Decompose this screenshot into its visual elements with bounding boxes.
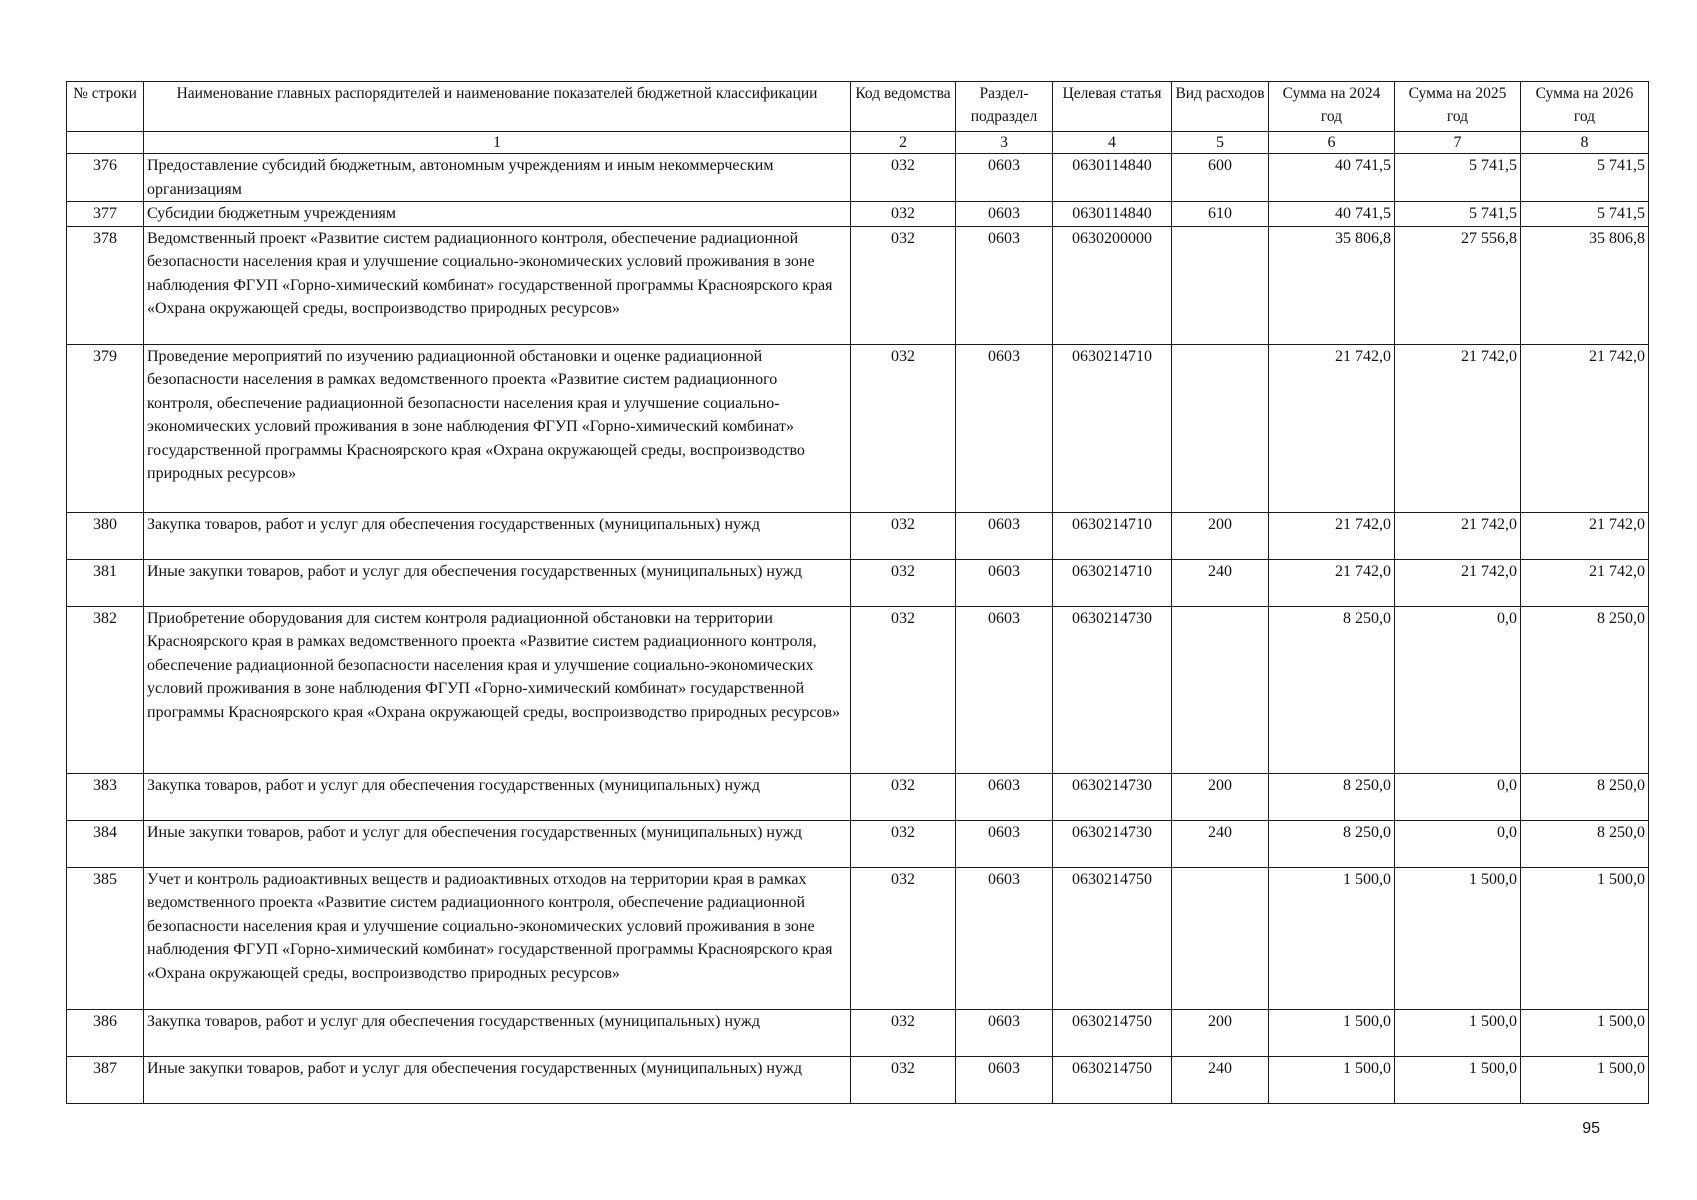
row-sum-2026: 21 742,0: [1521, 512, 1649, 559]
row-number: 378: [67, 226, 144, 344]
row-sum-2024: 1 500,0: [1269, 867, 1395, 1009]
row-section: 0603: [956, 344, 1053, 512]
row-sum-2024: 1 500,0: [1269, 1056, 1395, 1103]
row-target: 0630214730: [1053, 606, 1172, 773]
row-sum-2025: 21 742,0: [1395, 512, 1521, 559]
column-number: 3: [956, 132, 1053, 154]
row-dept-code: 032: [851, 226, 956, 344]
row-sum-2026: 8 250,0: [1521, 606, 1649, 773]
column-number: 4: [1053, 132, 1172, 154]
row-target: 0630214730: [1053, 773, 1172, 820]
header-sum-2026: Сумма на 2026 год: [1521, 82, 1649, 132]
row-sum-2026: 5 741,5: [1521, 202, 1649, 227]
row-sum-2024: 8 250,0: [1269, 773, 1395, 820]
row-dept-code: 032: [851, 512, 956, 559]
row-exp-type: 600: [1172, 154, 1269, 202]
row-sum-2024: 1 500,0: [1269, 1009, 1395, 1056]
row-target: 0630214750: [1053, 1056, 1172, 1103]
row-name: Закупка товаров, работ и услуг для обеспечения государственных (муниципальных) нужд: [144, 512, 851, 559]
header-target: Целевая статья: [1053, 82, 1172, 132]
row-sum-2026: 35 806,8: [1521, 226, 1649, 344]
row-name: Проведение мероприятий по изучению радиационной обстановки и оценке радиационной безопасности населения в рамках ведомственного проекта «Развитие систем радиационного контроля, обеспечение радиационной безопасности населения края и улучшение социально-экономических условий проживания в зоне наблюдения ФГУП «Горно-химический комбинат» государственной программы Красноярского края «Охрана окружающей среды, воспроизводство природных ресурсов»: [144, 344, 851, 512]
column-number: 8: [1521, 132, 1649, 154]
row-sum-2026: 21 742,0: [1521, 559, 1649, 606]
row-dept-code: 032: [851, 344, 956, 512]
row-number: 386: [67, 1009, 144, 1056]
row-number: 377: [67, 202, 144, 227]
header-row-no: № строки: [67, 82, 144, 132]
row-exp-type: [1172, 606, 1269, 773]
row-sum-2024: 8 250,0: [1269, 606, 1395, 773]
row-sum-2024: 35 806,8: [1269, 226, 1395, 344]
row-section: 0603: [956, 154, 1053, 202]
row-number: 380: [67, 512, 144, 559]
row-dept-code: 032: [851, 1056, 956, 1103]
row-exp-type: 200: [1172, 773, 1269, 820]
row-dept-code: 032: [851, 154, 956, 202]
budget-table: [66, 81, 1649, 1104]
table-row: [67, 154, 1649, 202]
row-dept-code: 032: [851, 202, 956, 227]
row-name: Иные закупки товаров, работ и услуг для обеспечения государственных (муниципальных) нужд: [144, 1056, 851, 1103]
row-exp-type: 200: [1172, 1009, 1269, 1056]
row-sum-2026: 1 500,0: [1521, 1056, 1649, 1103]
header-section: Раздел-подраздел: [956, 82, 1053, 132]
row-sum-2026: 8 250,0: [1521, 773, 1649, 820]
row-exp-type: 240: [1172, 559, 1269, 606]
column-number-row: [67, 132, 1649, 154]
row-sum-2024: 8 250,0: [1269, 820, 1395, 867]
row-target: 0630214710: [1053, 512, 1172, 559]
row-exp-type: 240: [1172, 820, 1269, 867]
row-name: Закупка товаров, работ и услуг для обеспечения государственных (муниципальных) нужд: [144, 773, 851, 820]
row-target: 0630200000: [1053, 226, 1172, 344]
row-section: 0603: [956, 559, 1053, 606]
row-number: 376: [67, 154, 144, 202]
header-sum-2024: Сумма на 2024 год: [1269, 82, 1395, 132]
table-row: [67, 1056, 1649, 1103]
page-number: 95: [1582, 1120, 1600, 1137]
row-exp-type: [1172, 226, 1269, 344]
row-name: Иные закупки товаров, работ и услуг для обеспечения государственных (муниципальных) нужд: [144, 820, 851, 867]
row-name: Предоставление субсидий бюджетным, автономным учреждениям и иным некоммерческим организациям: [144, 154, 851, 202]
header-sum-2025: Сумма на 2025 год: [1395, 82, 1521, 132]
row-sum-2024: 21 742,0: [1269, 344, 1395, 512]
column-number: [67, 132, 144, 154]
row-name: Ведомственный проект «Развитие систем радиационного контроля, обеспечение радиационной безопасности населения края и улучшение социально-экономических условий проживания в зоне наблюдения ФГУП «Горно-химический комбинат» государственной программы Красноярского края «Охрана окружающей среды, воспроизводство природных ресурсов»: [144, 226, 851, 344]
table-row: [67, 512, 1649, 559]
row-sum-2025: 1 500,0: [1395, 867, 1521, 1009]
row-dept-code: 032: [851, 867, 956, 1009]
row-exp-type: 200: [1172, 512, 1269, 559]
row-sum-2026: 21 742,0: [1521, 344, 1649, 512]
row-dept-code: 032: [851, 559, 956, 606]
row-exp-type: 610: [1172, 202, 1269, 227]
row-sum-2024: 21 742,0: [1269, 512, 1395, 559]
header-row: [67, 82, 1649, 132]
row-sum-2025: 1 500,0: [1395, 1009, 1521, 1056]
row-dept-code: 032: [851, 820, 956, 867]
table-row: [67, 202, 1649, 227]
table-row: [67, 606, 1649, 773]
column-number: 1: [144, 132, 851, 154]
row-dept-code: 032: [851, 606, 956, 773]
row-section: 0603: [956, 202, 1053, 227]
row-target: 0630114840: [1053, 154, 1172, 202]
table-row: [67, 867, 1649, 1009]
row-section: 0603: [956, 773, 1053, 820]
row-sum-2026: 1 500,0: [1521, 1009, 1649, 1056]
column-number: 2: [851, 132, 956, 154]
row-section: 0603: [956, 606, 1053, 773]
row-sum-2025: 21 742,0: [1395, 559, 1521, 606]
row-sum-2025: 0,0: [1395, 820, 1521, 867]
row-sum-2025: 5 741,5: [1395, 202, 1521, 227]
row-number: 385: [67, 867, 144, 1009]
row-name: Закупка товаров, работ и услуг для обеспечения государственных (муниципальных) нужд: [144, 1009, 851, 1056]
row-target: 0630114840: [1053, 202, 1172, 227]
row-name: Учет и контроль радиоактивных веществ и радиоактивных отходов на территории края в рамках ведомственного проекта «Развитие систем радиационного контроля, обеспечение радиационной безопасности населения края и улучшение социально-экономических условий проживания в зоне наблюдения ФГУП «Горно-химический комбинат» государственной программы Красноярского края «Охрана окружающей среды, воспроизводство природных ресурсов»: [144, 867, 851, 1009]
row-number: 379: [67, 344, 144, 512]
table-row: [67, 1009, 1649, 1056]
row-section: 0603: [956, 867, 1053, 1009]
row-name: Иные закупки товаров, работ и услуг для обеспечения государственных (муниципальных) нужд: [144, 559, 851, 606]
row-target: 0630214750: [1053, 867, 1172, 1009]
row-dept-code: 032: [851, 773, 956, 820]
header-dept-code: Код ведомства: [851, 82, 956, 132]
row-target: 0630214750: [1053, 1009, 1172, 1056]
row-exp-type: 240: [1172, 1056, 1269, 1103]
row-sum-2025: 5 741,5: [1395, 154, 1521, 202]
row-section: 0603: [956, 1009, 1053, 1056]
row-sum-2026: 8 250,0: [1521, 820, 1649, 867]
row-target: 0630214730: [1053, 820, 1172, 867]
row-sum-2025: 27 556,8: [1395, 226, 1521, 344]
row-exp-type: [1172, 344, 1269, 512]
header-name: Наименование главных распорядителей и наименование показателей бюджетной классификации: [144, 82, 851, 132]
row-dept-code: 032: [851, 1009, 956, 1056]
row-number: 384: [67, 820, 144, 867]
row-exp-type: [1172, 867, 1269, 1009]
row-sum-2025: 1 500,0: [1395, 1056, 1521, 1103]
row-section: 0603: [956, 226, 1053, 344]
row-section: 0603: [956, 512, 1053, 559]
table-row: [67, 820, 1649, 867]
column-number: 6: [1269, 132, 1395, 154]
row-sum-2026: 5 741,5: [1521, 154, 1649, 202]
table-row: [67, 226, 1649, 344]
row-sum-2024: 40 741,5: [1269, 202, 1395, 227]
row-sum-2026: 1 500,0: [1521, 867, 1649, 1009]
row-number: 387: [67, 1056, 144, 1103]
row-number: 383: [67, 773, 144, 820]
row-sum-2025: 21 742,0: [1395, 344, 1521, 512]
row-sum-2024: 40 741,5: [1269, 154, 1395, 202]
row-sum-2024: 21 742,0: [1269, 559, 1395, 606]
row-section: 0603: [956, 820, 1053, 867]
row-target: 0630214710: [1053, 559, 1172, 606]
column-number: 5: [1172, 132, 1269, 154]
table-row: [67, 773, 1649, 820]
row-sum-2025: 0,0: [1395, 606, 1521, 773]
row-name: Приобретение оборудования для систем контроля радиационной обстановки на территории Красноярского края в рамках ведомственного проекта «Развитие систем радиационного контроля, обеспечение радиационной безопасности населения края и улучшение социально-экономических условий проживания в зоне наблюдения ФГУП «Горно-химический комбинат» государственной программы Красноярского края «Охрана окружающей среды, воспроизводство природных ресурсов»: [144, 606, 851, 773]
row-number: 381: [67, 559, 144, 606]
header-exp-type: Вид расходов: [1172, 82, 1269, 132]
column-number: 7: [1395, 132, 1521, 154]
row-name: Субсидии бюджетным учреждениям: [144, 202, 851, 227]
row-number: 382: [67, 606, 144, 773]
row-target: 0630214710: [1053, 344, 1172, 512]
table-row: [67, 344, 1649, 512]
row-sum-2025: 0,0: [1395, 773, 1521, 820]
table-row: [67, 559, 1649, 606]
row-section: 0603: [956, 1056, 1053, 1103]
